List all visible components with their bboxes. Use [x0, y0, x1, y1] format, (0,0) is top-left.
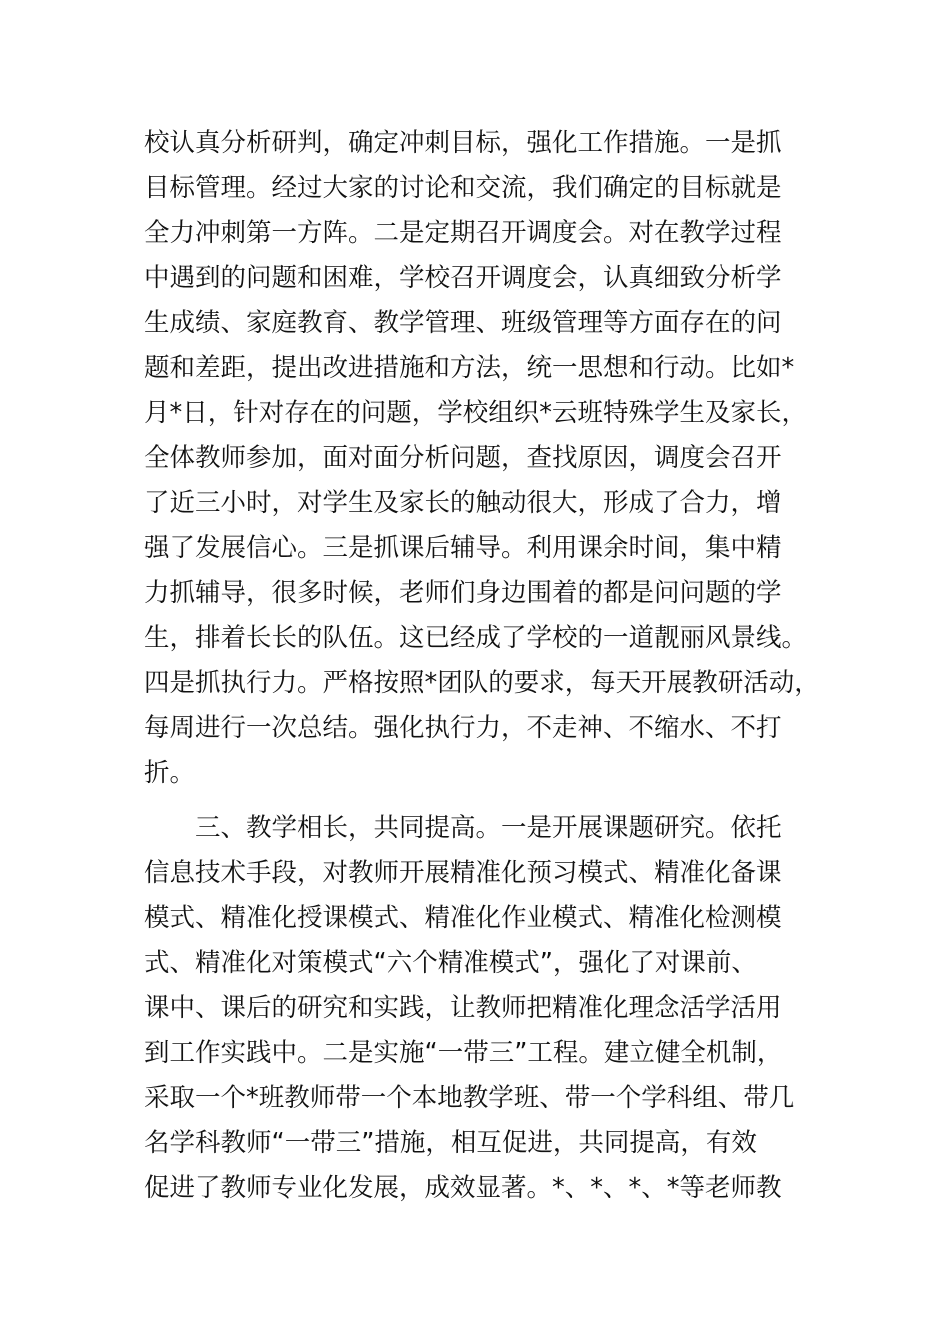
text-line: 到工作实践中。二是实施“一带三”工程。建立健全机制，: [144, 1038, 783, 1068]
text-line: 月*日，针对存在的问题，学校组织*云班特殊学生及家长，: [144, 398, 808, 428]
text-line: 信息技术手段，对教师开展精准化预习模式、精准化备课: [144, 858, 782, 888]
text-line: 目标管理。经过大家的讨论和交流，我们确定的目标就是: [144, 173, 782, 203]
text-line: 中遇到的问题和困难，学校召开调度会，认真细致分析学: [144, 263, 782, 293]
text-line: 四是抓执行力。严格按照*团队的要求，每天开展教研活动，: [144, 668, 820, 698]
text-line: 校认真分析研判，确定冲刺目标，强化工作措施。一是抓: [144, 128, 782, 158]
text-line: 力抓辅导，很多时候，老师们身边围着的都是问问题的学: [144, 578, 782, 608]
text-line: 促进了教师专业化发展，成效显著。*、*、*、*等老师教: [144, 1173, 782, 1203]
text-line: 全力冲刺第一方阵。二是定期召开调度会。对在教学过程: [144, 218, 782, 248]
text-line: 题和差距，提出改进措施和方法，统一思想和行动。比如*: [144, 353, 795, 383]
text-line: 了近三小时，对学生及家长的触动很大，形成了合力，增: [144, 488, 782, 518]
text-line: 模式、精准化授课模式、精准化作业模式、精准化检测模: [144, 903, 782, 933]
text-line: 课中、课后的研究和实践，让教师把精准化理念活学活用: [144, 993, 782, 1023]
text-line: 全体教师参加，面对面分析问题，查找原因，调度会召开: [144, 443, 782, 473]
text-line: 式、精准化对策模式“六个精准模式”，强化了对课前、: [144, 948, 757, 978]
text-line: 名学科教师“一带三”措施，相互促进，共同提高，有效: [144, 1128, 757, 1158]
paragraph-1: [144, 121, 824, 796]
text-line: 每周进行一次总结。强化执行力，不走神、不缩水、不打: [144, 713, 782, 743]
text-line: 采取一个*班教师带一个本地教学班、带一个学科组、带几: [144, 1083, 795, 1113]
document-body: [144, 121, 824, 1211]
text-line: 三、教学相长，共同提高。一是开展课题研究。依托: [195, 813, 782, 843]
text-line: 生成绩、家庭教育、教学管理、班级管理等方面存在的问: [144, 308, 782, 338]
text-line: 生，排着长长的队伍。这已经成了学校的一道靓丽风景线。: [144, 623, 808, 653]
text-line: 强了发展信心。三是抓课后辅导。利用课余时间，集中精: [144, 533, 782, 563]
text-line: 折。: [144, 758, 196, 788]
paragraph-2: [144, 806, 824, 1211]
